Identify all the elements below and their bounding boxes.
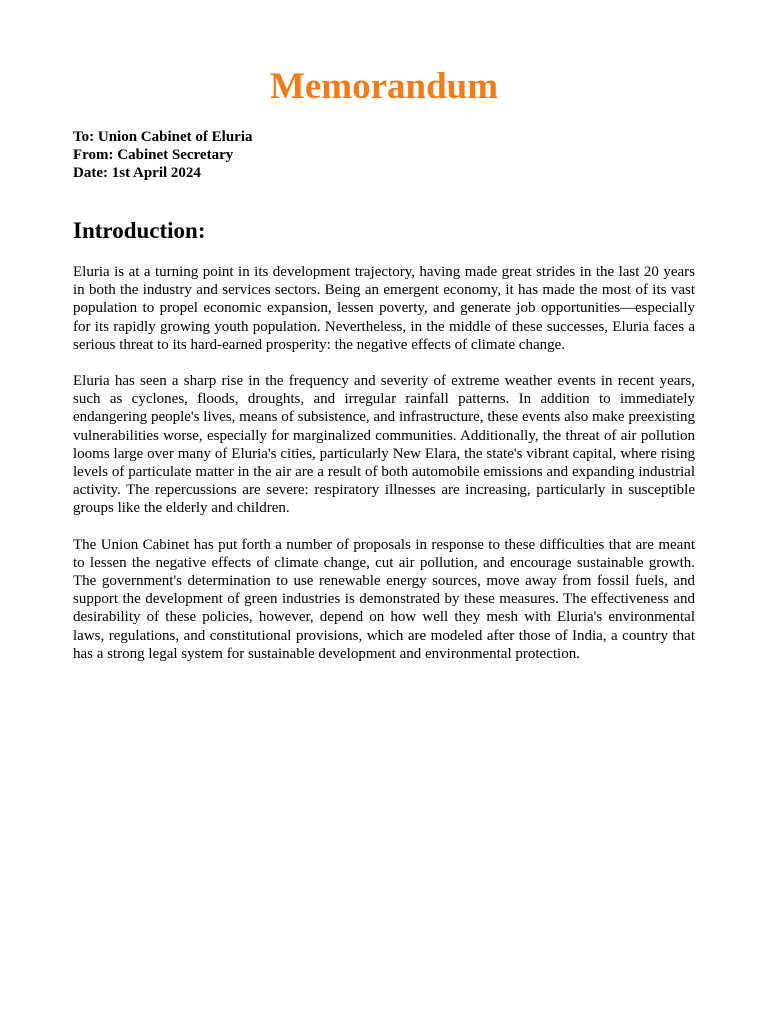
memo-from: From: Cabinet Secretary	[73, 147, 234, 163]
memo-date: Date: 1st April 2024	[73, 165, 201, 181]
section-heading-introduction: Introduction:	[73, 218, 206, 243]
memo-to: To: Union Cabinet of Eluria	[73, 129, 253, 145]
paragraph-1: Eluria is at a turning point in its development trajectory, having made great strides in the last 20 years in both the industry and services sectors. Being an emergent economy, it has made the most of its vast population to propel economic expansion, lessen poverty, and generate job opportunities—especially for its rapidly growing youth population. Nevertheless, in the middle of these successes, Eluria faces a serious threat to its hard-earned prosperity: the negative effects of climate change.	[73, 264, 695, 353]
introduction-body	[73, 263, 695, 681]
paragraph-2: Eluria has seen a sharp rise in the frequency and severity of extreme weather events in recent years, such as cyclones, floods, droughts, and irregular rainfall patterns. In addition to immediately endangering people's lives, means of subsistence, and infrastructure, these events also make preexisting vulnerabilities worse, especially for marginalized communities. Additionally, the threat of air pollution looms large over many of Eluria's cities, particularly New Elara, the state's vibrant capital, where rising levels of particulate matter in the air are a result of both automobile emissions and expanding industrial activity. The repercussions are severe: respiratory illnesses are increasing, particularly in susceptible groups like the elderly and children.	[73, 373, 695, 517]
memo-header	[73, 128, 695, 182]
document-title: Memorandum	[269, 66, 499, 107]
paragraph-3: The Union Cabinet has put forth a number of proposals in response to these difficulties that are meant to lessen the negative effects of climate change, cut air pollution, and encourage sustainable growth. The government's determination to use renewable energy sources, move away from fossil fuels, and support the development of green industries is demonstrated by these measures. The effectiveness and desirability of these policies, however, depend on how well they mesh with Eluria's environmental laws, regulations, and constitutional provisions, which are modeled after those of India, a country that has a strong legal system for sustainable development and environmental protection.	[73, 536, 695, 662]
